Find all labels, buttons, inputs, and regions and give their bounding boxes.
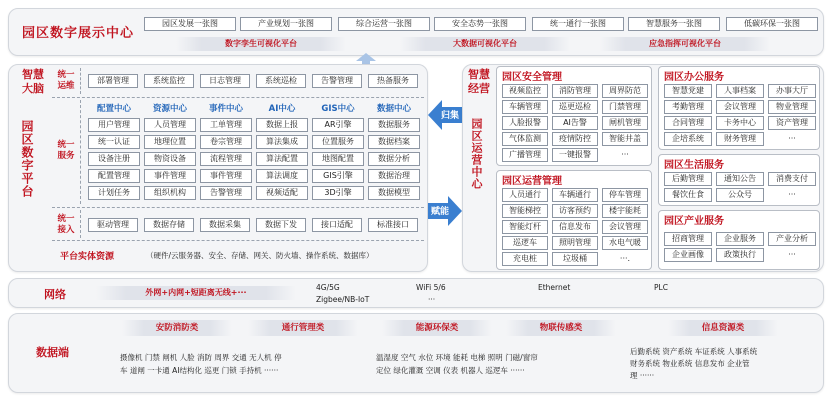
center-item[interactable]: GIS引擎 bbox=[312, 169, 364, 183]
center-item[interactable]: 事件管理 bbox=[200, 169, 252, 183]
life-title: 园区生活服务 bbox=[664, 160, 724, 171]
security-title: 园区安全管理 bbox=[502, 72, 562, 83]
ops-chip[interactable]: 系统巡检 bbox=[256, 74, 306, 88]
network-plc: PLC bbox=[654, 283, 668, 292]
service-chip[interactable]: 智能灯杆 bbox=[502, 220, 548, 234]
service-chip[interactable]: 通知公告 bbox=[716, 172, 764, 186]
ops-center-title: 园区运营中心 bbox=[470, 118, 483, 190]
service-label: 统一服务 bbox=[57, 140, 75, 161]
center-item[interactable]: 流程管理 bbox=[200, 152, 252, 166]
service-chip[interactable]: 企培系统 bbox=[664, 132, 712, 146]
network-4g: 4G/5G bbox=[316, 283, 340, 292]
network-more: ··· bbox=[428, 295, 436, 304]
center-item[interactable]: 数据服务 bbox=[368, 118, 420, 132]
more-chip[interactable]: ··· bbox=[621, 150, 629, 159]
access-chip[interactable]: 数据存储 bbox=[144, 218, 194, 232]
network-wifi: WiFi 5/6 bbox=[416, 283, 446, 292]
service-chip[interactable]: 餐饮仕食 bbox=[664, 188, 712, 202]
resource-desc: （硬件/云服务器、安全、存储、网关、防火墙、操作系统、数据库） bbox=[146, 251, 374, 260]
service-chip[interactable]: 车辆管理 bbox=[502, 100, 548, 114]
access-label: 统一接入 bbox=[57, 214, 75, 235]
screen-chip[interactable]: 智慧服务一张图 bbox=[628, 17, 720, 31]
center-item[interactable]: AR引擎 bbox=[312, 118, 364, 132]
service-chip[interactable]: 财务管理 bbox=[716, 132, 764, 146]
data-group1-line2: 车 道闸 一卡通 AI结构化 巡更 门锁 手持机 ······ bbox=[120, 366, 279, 375]
empower-arrow-label: 赋能 bbox=[431, 207, 450, 217]
office-title: 园区办公服务 bbox=[664, 72, 724, 83]
display-center-title: 园区数字展示中心 bbox=[22, 26, 135, 41]
ops-chip[interactable]: 系统监控 bbox=[144, 74, 194, 88]
screen-chip[interactable]: 安全态势一张图 bbox=[434, 17, 526, 31]
data-label: 数据端 bbox=[36, 346, 69, 359]
data-category: 通行管理类 bbox=[248, 320, 358, 336]
more-chip[interactable]: ··· bbox=[788, 134, 796, 143]
service-chip[interactable]: 人员通行 bbox=[502, 188, 548, 202]
service-chip[interactable]: 企业画像 bbox=[664, 248, 712, 262]
service-chip[interactable]: 信息发布 bbox=[552, 220, 598, 234]
data-group2-line2: 定位 绿化灌溉 空调 仪表 机器人 巡逻车 ······ bbox=[376, 366, 525, 375]
service-chip[interactable]: 视频监控 bbox=[502, 84, 548, 98]
service-chip[interactable]: 招商管理 bbox=[664, 232, 712, 246]
access-chip[interactable]: 标准接口 bbox=[368, 218, 418, 232]
service-chip[interactable]: 楼宇能耗 bbox=[602, 204, 648, 218]
service-chip[interactable]: 智能梯控 bbox=[502, 204, 548, 218]
service-chip[interactable]: 消费支付 bbox=[768, 172, 816, 186]
service-chip[interactable]: 合同管理 bbox=[664, 116, 712, 130]
service-chip[interactable]: 智能井盖 bbox=[602, 132, 648, 146]
center-header: 事件中心 bbox=[208, 104, 243, 114]
service-chip[interactable]: 人事档案 bbox=[716, 84, 764, 98]
service-chip[interactable]: 后勤管理 bbox=[664, 172, 712, 186]
service-chip[interactable]: 政策执行 bbox=[716, 248, 764, 262]
service-chip[interactable]: 充电桩 bbox=[502, 252, 548, 266]
access-chip[interactable]: 数据采集 bbox=[200, 218, 250, 232]
center-item[interactable]: 告警管理 bbox=[200, 186, 252, 200]
data-group2-line1: 温湿度 空气 水位 环境 能耗 电梯 照明 门磁/窗帘 bbox=[376, 353, 538, 362]
center-item[interactable]: 计划任务 bbox=[88, 186, 140, 200]
service-chip[interactable]: 巡逻车 bbox=[502, 236, 548, 250]
center-item[interactable]: 3D引擎 bbox=[312, 186, 364, 200]
center-item[interactable]: 位置服务 bbox=[312, 135, 364, 149]
smart-brain-title: 智慧大脑 bbox=[22, 68, 44, 95]
data-category: 安防消防类 bbox=[122, 320, 232, 336]
center-header: 资源中心 bbox=[152, 104, 187, 114]
service-chip[interactable]: 企业服务 bbox=[716, 232, 764, 246]
service-chip[interactable]: 考勤管理 bbox=[664, 100, 712, 114]
center-item[interactable]: 数据治理 bbox=[368, 169, 420, 183]
center-item[interactable]: 数据上报 bbox=[256, 118, 308, 132]
service-chip[interactable]: 公众号 bbox=[716, 188, 764, 202]
screen-chip[interactable]: 产业规划一张图 bbox=[240, 17, 332, 31]
service-chip[interactable]: 停车管理 bbox=[602, 188, 648, 202]
service-chip[interactable]: 产业分析 bbox=[768, 232, 816, 246]
center-item[interactable]: 算法调度 bbox=[256, 169, 308, 183]
network-ethernet: Ethernet bbox=[538, 283, 571, 292]
service-chip[interactable]: AI告警 bbox=[552, 116, 598, 130]
service-chip[interactable]: 门禁管理 bbox=[602, 100, 648, 114]
data-group3-line2: 财务系统 物业系统 信息发布 企业管 bbox=[630, 359, 750, 368]
service-chip[interactable]: 垃圾桶 bbox=[552, 252, 598, 266]
service-chip[interactable]: 周界防范 bbox=[602, 84, 648, 98]
screen-chip[interactable]: 低碳环保一张图 bbox=[726, 17, 818, 31]
center-item[interactable]: 人员管理 bbox=[144, 118, 196, 132]
network-zigbee: Zigbee/NB-IoT bbox=[316, 295, 370, 304]
service-chip[interactable]: 卡务中心 bbox=[716, 116, 764, 130]
data-group3-line3: 理 ······ bbox=[630, 371, 655, 380]
service-chip[interactable]: 人脸报警 bbox=[502, 116, 548, 130]
service-chip[interactable]: 智慧党建 bbox=[664, 84, 712, 98]
center-header: 配置中心 bbox=[96, 104, 131, 114]
ops-chip[interactable]: 热备服务 bbox=[368, 74, 418, 88]
ops-chip[interactable]: 部署管理 bbox=[88, 74, 138, 88]
service-chip[interactable]: 物业管理 bbox=[768, 100, 816, 114]
service-chip[interactable]: 车辆通行 bbox=[552, 188, 598, 202]
center-item[interactable]: 组织机构 bbox=[144, 186, 196, 200]
center-item[interactable]: 算法配置 bbox=[256, 152, 308, 166]
center-item[interactable]: 视频适配 bbox=[256, 186, 308, 200]
service-chip[interactable]: 消防管理 bbox=[552, 84, 598, 98]
screen-chip[interactable]: 综合运营一张图 bbox=[338, 17, 430, 31]
resource-label: 平台实体资源 bbox=[60, 252, 115, 262]
network-highlight: 外网+内网+短距离无线+··· bbox=[96, 286, 296, 300]
digital-platform-title: 园区数字平台 bbox=[20, 120, 34, 198]
center-item[interactable]: 物资设备 bbox=[144, 152, 196, 166]
center-item[interactable]: 算法集成 bbox=[256, 135, 308, 149]
service-chip[interactable]: 闸机管理 bbox=[602, 116, 648, 130]
center-header: AI中心 bbox=[268, 104, 296, 114]
service-chip[interactable]: 气体监测 bbox=[502, 132, 548, 146]
data-group1-line1: 摄像机 门禁 闸机 人脸 消防 周界 交通 无人机 停 bbox=[120, 353, 282, 362]
center-item[interactable]: 数据档案 bbox=[368, 135, 420, 149]
center-item[interactable]: 用户管理 bbox=[88, 118, 140, 132]
screen-chip[interactable]: 园区发展一张图 bbox=[144, 17, 236, 31]
return-arrow-label: 归集 bbox=[441, 111, 460, 121]
more-chip[interactable]: ··· bbox=[788, 190, 796, 199]
data-category: 物联传感类 bbox=[506, 320, 616, 336]
service-chip[interactable]: 一键报警 bbox=[552, 148, 598, 162]
service-chip[interactable]: 疫情防控 bbox=[552, 132, 598, 146]
screen-chip[interactable]: 统一通行一张图 bbox=[532, 17, 624, 31]
access-chip[interactable]: 驱动管理 bbox=[88, 218, 138, 232]
center-item[interactable]: 数据分析 bbox=[368, 152, 420, 166]
industry-title: 园区产业服务 bbox=[664, 216, 724, 227]
access-chip[interactable]: 数据下发 bbox=[256, 218, 306, 232]
center-item[interactable]: 配置管理 bbox=[88, 169, 140, 183]
service-chip[interactable]: 会议管理 bbox=[602, 220, 648, 234]
center-item[interactable]: 数据模型 bbox=[368, 186, 420, 200]
data-group3-line1: 后勤系统 资产系统 车证系统 人事系统 bbox=[630, 347, 758, 356]
service-chip[interactable]: 资产管理 bbox=[768, 116, 816, 130]
center-item[interactable]: 地理位置 bbox=[144, 135, 196, 149]
ops-chip[interactable]: 告警管理 bbox=[312, 74, 362, 88]
service-chip[interactable]: 广播管理 bbox=[502, 148, 548, 162]
data-category: 信息资源类 bbox=[668, 320, 778, 336]
service-chip[interactable]: 办事大厅 bbox=[768, 84, 816, 98]
service-chip[interactable]: 照明管理 bbox=[552, 236, 598, 250]
service-chip[interactable]: 水电气暖 bbox=[602, 236, 648, 250]
ops-label: 统一运维 bbox=[57, 70, 75, 91]
service-chip[interactable]: 访客预约 bbox=[552, 204, 598, 218]
center-item[interactable]: 卷宗管理 bbox=[200, 135, 252, 149]
center-item[interactable]: 事件管理 bbox=[144, 169, 196, 183]
access-chip[interactable]: 接口适配 bbox=[312, 218, 362, 232]
smart-ops-title: 智慧经营 bbox=[468, 68, 490, 95]
operations-title: 园区运营管理 bbox=[502, 176, 562, 187]
network-label: 网络 bbox=[44, 288, 66, 301]
data-category: 能源环保类 bbox=[382, 320, 492, 336]
center-header: 数据中心 bbox=[376, 104, 411, 114]
center-item[interactable]: 工单管理 bbox=[200, 118, 252, 132]
center-item[interactable]: 统一认证 bbox=[88, 135, 140, 149]
platform-bar: 应急指挥可视化平台 bbox=[600, 37, 770, 51]
platform-bar: 数字孪生可视化平台 bbox=[176, 37, 346, 51]
more-chip[interactable]: ···. bbox=[619, 254, 631, 263]
service-chip[interactable]: 会议管理 bbox=[716, 100, 764, 114]
platform-bar: 大数据可视化平台 bbox=[400, 37, 570, 51]
center-item[interactable]: 地图配置 bbox=[312, 152, 364, 166]
center-item[interactable]: 设备注册 bbox=[88, 152, 140, 166]
ops-chip[interactable]: 日志管理 bbox=[200, 74, 250, 88]
service-chip[interactable]: 巡更巡检 bbox=[552, 100, 598, 114]
more-chip[interactable]: ··· bbox=[788, 250, 796, 259]
center-header: GIS中心 bbox=[321, 104, 355, 114]
